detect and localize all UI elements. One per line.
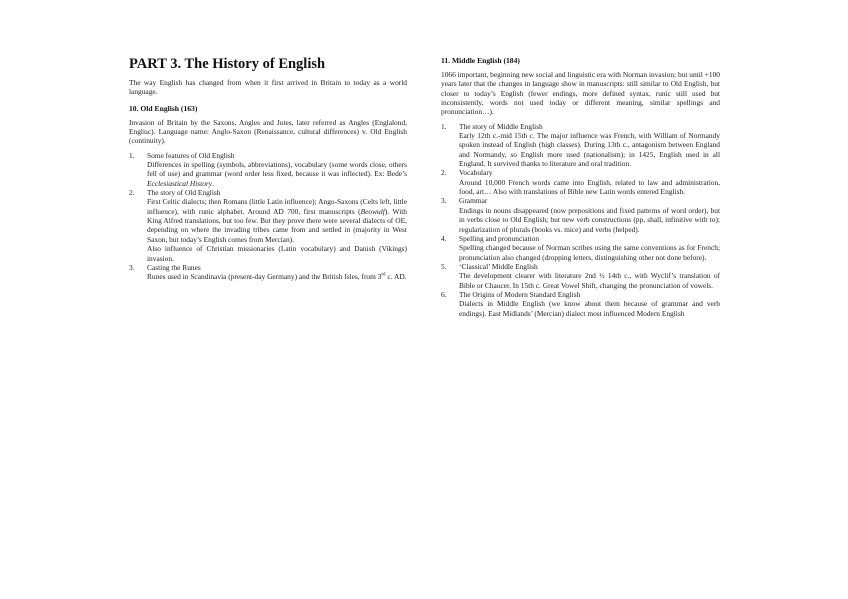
- list-item-body: [147, 197, 407, 244]
- old-english-intro: Invasion of Britain by the Saxons, Angles and Jutes, later referred as Angles (Englalond, Englisc). Language name: Anglo-Saxon (Renaissance, cultural differences) v. Old English (continuity).: [129, 117, 407, 146]
- section-heading-old-english: 10. Old English (163): [129, 103, 198, 113]
- list-item: [441, 196, 720, 233]
- list-item-title: ‘Classical’ Middle English: [459, 261, 538, 271]
- right-column: [441, 56, 720, 318]
- list-item-title: Vocabulary: [459, 168, 493, 178]
- list-item: [441, 234, 720, 262]
- list-item: [441, 122, 720, 169]
- list-number: 1.: [129, 150, 135, 160]
- list-number: 3.: [441, 196, 447, 206]
- list-number: 1.: [441, 121, 447, 131]
- list-item-title: The story of Middle English: [459, 121, 543, 131]
- old-english-list: [129, 151, 407, 282]
- list-number: 6.: [441, 289, 447, 299]
- list-item-body: [147, 160, 407, 188]
- list-item-body: Spelling changed because of Norman scribes using the same conventions as for French; pronunciation also changed (dropping letters, distinguishing other not done before).: [459, 243, 720, 262]
- list-item-body: The development clearer with literature 2nd ½ 14th c., with Wyclif’s translation of Bible or Chaucer. In 15th c. Great Vowel Shift, changing the pronunciation of vowels.: [459, 271, 720, 290]
- list-number: 5.: [441, 261, 447, 271]
- list-item: [129, 188, 407, 263]
- body-text: First Celtic dialects; then Romans (little Latin influence); Ango-Saxons (Celts left, little influence), with runic alphabet. Around AD 700, first manuscripts (: [147, 197, 407, 216]
- list-item-body: Endings in nouns disappeared (now prepositions and fixed patterns of word order), but in verbs close to Old English; but new verb constructions (pp, shall, infinitive with to); regularization of plurals (books vs. mice) and verbs (helped).: [459, 205, 720, 234]
- list-item-title: The Origins of Modern Standard English: [459, 289, 581, 299]
- list-item: [129, 151, 407, 188]
- list-item: [441, 168, 720, 196]
- body-text: Ex: Bede’s: [371, 169, 407, 179]
- list-item-body: [147, 272, 407, 281]
- list-item-title: The story of Old English: [147, 188, 221, 198]
- list-item-title: Spelling and pronunciation: [459, 233, 540, 243]
- body-text: Runes used in Scandinavia (present-day Germany) and the British Isles, from 3: [147, 272, 382, 282]
- list-item-body: Dialects in Middle English (we know about them because of grammar and verb endings). East Midlands’ (Mercian) dialect most influenced Modern English: [459, 299, 720, 318]
- list-item-title: Casting the Runes: [147, 262, 201, 272]
- page-title: PART 3. The History of English: [129, 56, 326, 72]
- list-number: 3.: [129, 262, 135, 272]
- ordinal-suffix: rd: [381, 272, 386, 278]
- list-number: 2.: [129, 188, 135, 198]
- body-text: ). With King Alfred translations, but too few. But they prove there were several dialects of OE, depending on where the invading tribes came from and settled in (majority in West Saxon, but today’s English comes from Mercian).: [147, 206, 407, 244]
- section-heading-middle-english: 11. Middle English (184): [441, 56, 520, 65]
- left-column: [129, 56, 407, 282]
- list-item-title: Some features of Old English: [147, 150, 235, 160]
- body-text: c. AD.: [385, 272, 407, 282]
- body-text: .: [212, 178, 214, 188]
- list-item-title: Grammar: [459, 196, 488, 206]
- list-item: [441, 290, 720, 318]
- body-text: Differences in spelling (symbols, abbreviations), vocabulary (some words close, others fell of use) and grammar (word order less fixed, because it was inflected).: [147, 160, 407, 179]
- list-number: 2.: [441, 168, 447, 178]
- intro-paragraph: The way English has changed from when it first arrived in Britain to today as a world language.: [129, 78, 407, 97]
- book-title: Ecclesiastical History: [147, 178, 213, 188]
- list-item: [441, 262, 720, 290]
- list-item-body: Around 10,000 French words came into English, related to law and administration, food, art… Also with translations of Bible new Latin words entered English.: [459, 177, 720, 197]
- list-item: [129, 263, 407, 282]
- book-title: Beowulf: [360, 206, 385, 216]
- list-number: 4.: [441, 233, 447, 243]
- list-item-body: Early 12th c.-mid 15th c. The major influence was French, with William of Normandy spoken instead of English (high classes). During 13th c., antagonism between England and Normandy, so English more used (nationalism); in 1425, English used in all England. It survived thanks to literature and oral tradition.: [459, 131, 720, 169]
- middle-english-list: [441, 122, 720, 318]
- list-item-body-extra: Also influence of Christian missionaries (Latin vocabulary) and Danish (Vikings) invasion.: [147, 244, 407, 263]
- middle-english-intro: 1066 important, beginning new social and linguistic era with Norman invasion; but until +100 years later that the changes in language show in manuscripts: still similar to Old English, but closer to today’s English (fewer endings, more defined syntax, runic still used but inconsistently, words not used today or different meaning, similar spellings and pronunciation…).: [441, 70, 720, 117]
